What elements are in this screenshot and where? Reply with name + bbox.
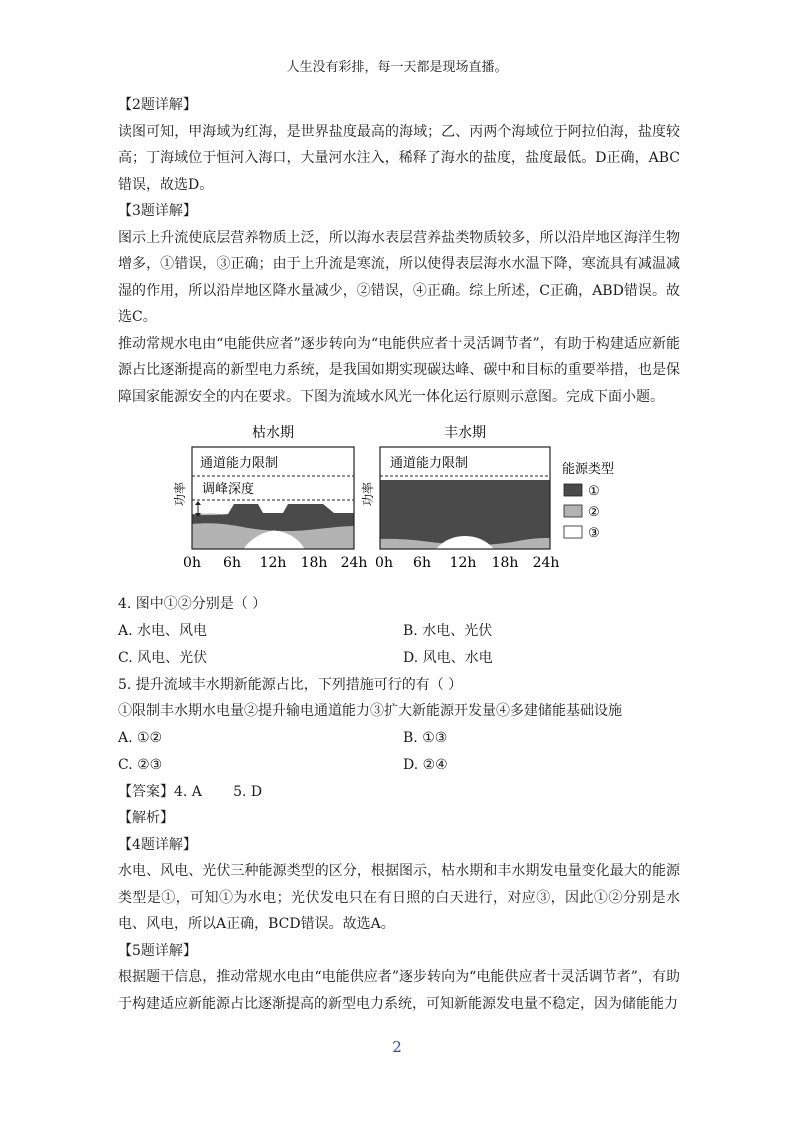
dry-channel-limit-label: 通道能力限制 — [200, 456, 279, 471]
x-tick: 18h — [491, 555, 519, 571]
dry-y-axis-label: 功率 — [173, 481, 187, 506]
option-c: C. 风电、光伏 — [118, 649, 208, 666]
wet-y-axis-label: 功率 — [361, 481, 375, 506]
x-tick: 18h — [300, 555, 328, 571]
dry-season-title: 枯水期 — [252, 425, 294, 441]
figure-svg — [118, 420, 680, 585]
question-4-options-row — [118, 618, 680, 645]
page-header: 人生没有彩排，每一天都是现场直播。 — [286, 60, 508, 75]
legend-swatch-3 — [564, 526, 582, 538]
paragraph: 水电、风电、光伏三种能源类型的区分，根据图示，枯水期和丰水期发电量变化最大的能源类型是①，可知①为水电；光伏发电只在有日照的白天进行，对应③，因此①②分别是水电、风电，所以A正确，BCD错误。故选A。 — [118, 863, 680, 932]
option-c: C. ②③ — [118, 756, 163, 773]
option-a: A. 水电、风电 — [118, 622, 208, 639]
legend-title: 能源类型 — [562, 462, 615, 477]
page-content — [118, 92, 680, 1017]
option-b: B. 水电、光伏 — [403, 622, 493, 639]
legend-label-1: ① — [588, 484, 600, 499]
question-5-stem: 5. 提升流域丰水期新能源占比，下列措施可行的有（ ） — [118, 676, 463, 693]
legend-swatch-1 — [564, 484, 582, 496]
option-d: D. 风电、水电 — [403, 649, 493, 666]
paragraph: 根据题干信息，推动常规水电由“电能供应者”逐步转向为“电能供应者十灵活调节者”，有助于构建适应新能源占比逐渐提高的新型电力系统，可知新能源发电量不稳定，因为储能能力 — [118, 969, 680, 1012]
paragraph: 推动常规水电由“电能供应者”逐步转向为“电能供应者十灵活调节者”，有助于构建适应新能源占比逐渐提高的新型电力系统，是我国如期实现碳达峰、碳中和目标的重要举措，也是保障国家能源安全的内在要求。下图为流域水风光一体化运行原则示意图。完成下面小题。 — [118, 335, 680, 405]
paragraph: 图示上升流使底层营养物质上泛，所以海水表层营养盐类物质较多，所以沿岸地区海洋生物增多，①错误，③正确；由于上升流是寒流，所以使得表层海水水温下降，寒流具有减温减湿的作用，所以沿岸地区降水量减少，②错误，④正确。综上所述，C正确，ABD错误。故选C。 — [118, 229, 680, 325]
question-5-options-row — [118, 725, 680, 752]
hydro-wind-solar-figure — [118, 420, 680, 585]
option-d: D. ②④ — [403, 756, 448, 773]
section-heading: 【3题详解】 — [118, 203, 197, 219]
wet-channel-limit-label: 通道能力限制 — [390, 456, 469, 471]
peak-depth-label: 调峰深度 — [202, 482, 255, 497]
section-heading: 【解析】 — [118, 810, 174, 826]
question-5-options-row — [118, 752, 680, 779]
page-number: 2 — [392, 1038, 402, 1056]
question-5-statements: ①限制丰水期水电量②提升输电通道能力③扩大新能源开发量④多建储能基础设施 — [118, 703, 622, 719]
option-a: A. ①② — [118, 729, 163, 746]
question-4-options-row — [118, 645, 680, 672]
x-tick: 24h — [340, 555, 368, 571]
legend-label-2: ② — [588, 505, 600, 520]
x-tick: 0h — [183, 555, 201, 571]
x-tick: 12h — [449, 555, 477, 571]
arrow-head-up — [195, 501, 201, 505]
x-tick: 6h — [223, 555, 241, 571]
x-tick: 12h — [259, 555, 287, 571]
option-b: B. ①③ — [403, 729, 448, 746]
section-heading: 【2题详解】 — [118, 97, 197, 113]
x-tick: 0h — [375, 555, 393, 571]
wet-season-title: 丰水期 — [444, 425, 486, 441]
paragraph: 读图可知，甲海域为红海，是世界盐度最高的海域；乙、丙两个海域位于阿拉伯海，盐度较高；丁海域位于恒河入海口，大量河水注入，稀释了海水的盐度，盐度最低。D正确，ABC错误，故选D。 — [118, 123, 680, 193]
x-tick: 6h — [413, 555, 431, 571]
question-4-stem: 4. 图中①②分别是（ ） — [118, 596, 267, 612]
legend-label-3: ③ — [588, 526, 600, 541]
section-heading: 【5题详解】 — [118, 942, 197, 959]
section-heading: 【4题详解】 — [118, 836, 197, 853]
legend-swatch-2 — [564, 505, 582, 517]
x-tick: 24h — [532, 555, 560, 571]
answer-line: 【答案】4. A 5. D — [118, 783, 263, 800]
